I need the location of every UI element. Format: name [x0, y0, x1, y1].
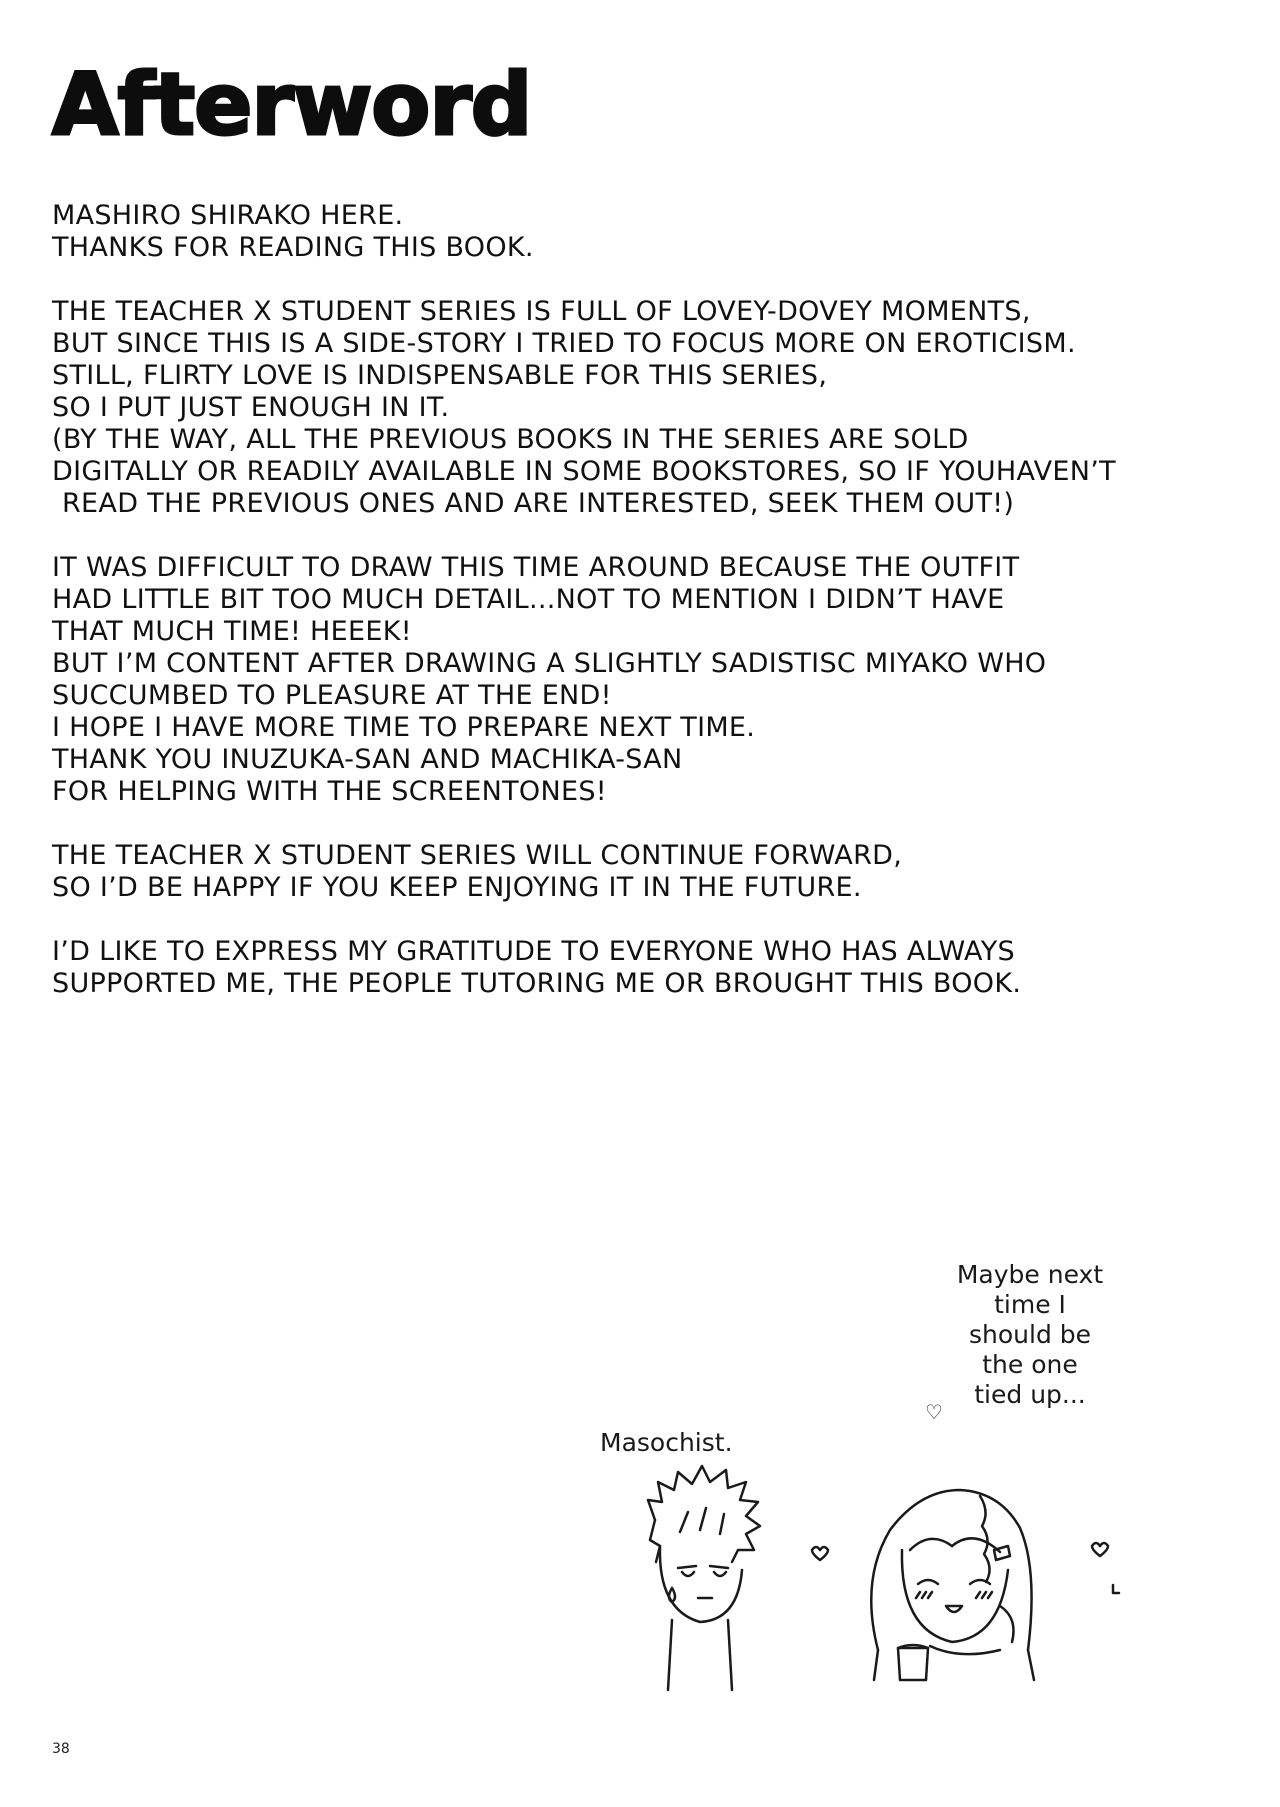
speech-line: the one	[982, 1350, 1078, 1379]
text-line: THE TEACHER X STUDENT SERIES IS FULL OF LOVEY-DOVEY MOMENTS,	[52, 296, 1031, 327]
text-line: MASHIRO SHIRAKO HERE.	[52, 200, 404, 231]
text-line: THAT MUCH TIME! HEEEK!	[52, 616, 412, 647]
boy-character	[648, 1466, 760, 1690]
paragraph-intro	[52, 200, 1232, 264]
text-line: SO I’D BE HAPPY IF YOU KEEP ENJOYING IT IN THE FUTURE.	[52, 872, 862, 903]
text-line: FOR HELPING WITH THE SCREENTONES!	[52, 776, 607, 807]
text-line: I HOPE I HAVE MORE TIME TO PREPARE NEXT TIME.	[52, 712, 756, 743]
text-line: SO I PUT JUST ENOUGH IN IT.	[52, 392, 450, 423]
boy-speech-text: Masochist.	[600, 1428, 733, 1457]
text-line: BUT I’M CONTENT AFTER DRAWING A SLIGHTLY SADISTISC MIYAKO WHO	[52, 648, 1047, 679]
chibi-illustration	[560, 1250, 1200, 1710]
speech-line: should be	[968, 1320, 1092, 1349]
paragraph-drawing	[52, 552, 1232, 808]
text-line: (BY THE WAY, ALL THE PREVIOUS BOOKS IN THE SERIES ARE SOLD	[52, 424, 969, 455]
afterword-body	[52, 200, 1232, 1032]
girl-speech-text	[915, 1260, 1145, 1410]
heart-icon	[1092, 1543, 1108, 1556]
paragraph-continue	[52, 840, 1232, 904]
speech-line: Maybe next	[956, 1260, 1104, 1289]
page-title: Afterword	[52, 55, 532, 155]
text-line: HAD LITTLE BIT TOO MUCH DETAIL...NOT TO MENTION I DIDN’T HAVE	[52, 584, 1005, 615]
text-line: THANK YOU INUZUKA-SAN AND MACHIKA-SAN	[52, 744, 683, 775]
paragraph-gratitude	[52, 936, 1232, 1000]
text-line: STILL, FLIRTY LOVE IS INDISPENSABLE FOR THIS SERIES,	[52, 360, 828, 391]
text-line: SUPPORTED ME, THE PEOPLE TUTORING ME OR BROUGHT THIS BOOK.	[52, 968, 1022, 999]
text-line: SUCCUMBED TO PLEASURE AT THE END!	[52, 680, 612, 711]
speech-line: tied up...	[974, 1380, 1086, 1409]
heart-icon: ♡	[925, 1400, 943, 1424]
speech-line: time I	[994, 1290, 1066, 1319]
text-line: READ THE PREVIOUS ONES AND ARE INTERESTED, SEEK THEM OUT!)	[62, 488, 1015, 519]
heart-icon	[812, 1547, 828, 1560]
girl-character	[871, 1490, 1034, 1680]
text-line: I’D LIKE TO EXPRESS MY GRATITUDE TO EVERYONE WHO HAS ALWAYS	[52, 936, 1015, 967]
text-line: THE TEACHER X STUDENT SERIES WILL CONTINUE FORWARD,	[52, 840, 903, 871]
paragraph-series	[52, 296, 1232, 520]
text-line: THANKS FOR READING THIS BOOK.	[52, 232, 534, 263]
text-line: DIGITALLY OR READILY AVAILABLE IN SOME BOOKSTORES, SO IF YOUHAVEN’T	[52, 456, 1116, 487]
page-number: 38	[52, 1741, 70, 1757]
text-line: BUT SINCE THIS IS A SIDE-STORY I TRIED TO FOCUS MORE ON EROTICISM.	[52, 328, 1076, 359]
text-line: IT WAS DIFFICULT TO DRAW THIS TIME AROUND BECAUSE THE OUTFIT	[52, 552, 1020, 583]
